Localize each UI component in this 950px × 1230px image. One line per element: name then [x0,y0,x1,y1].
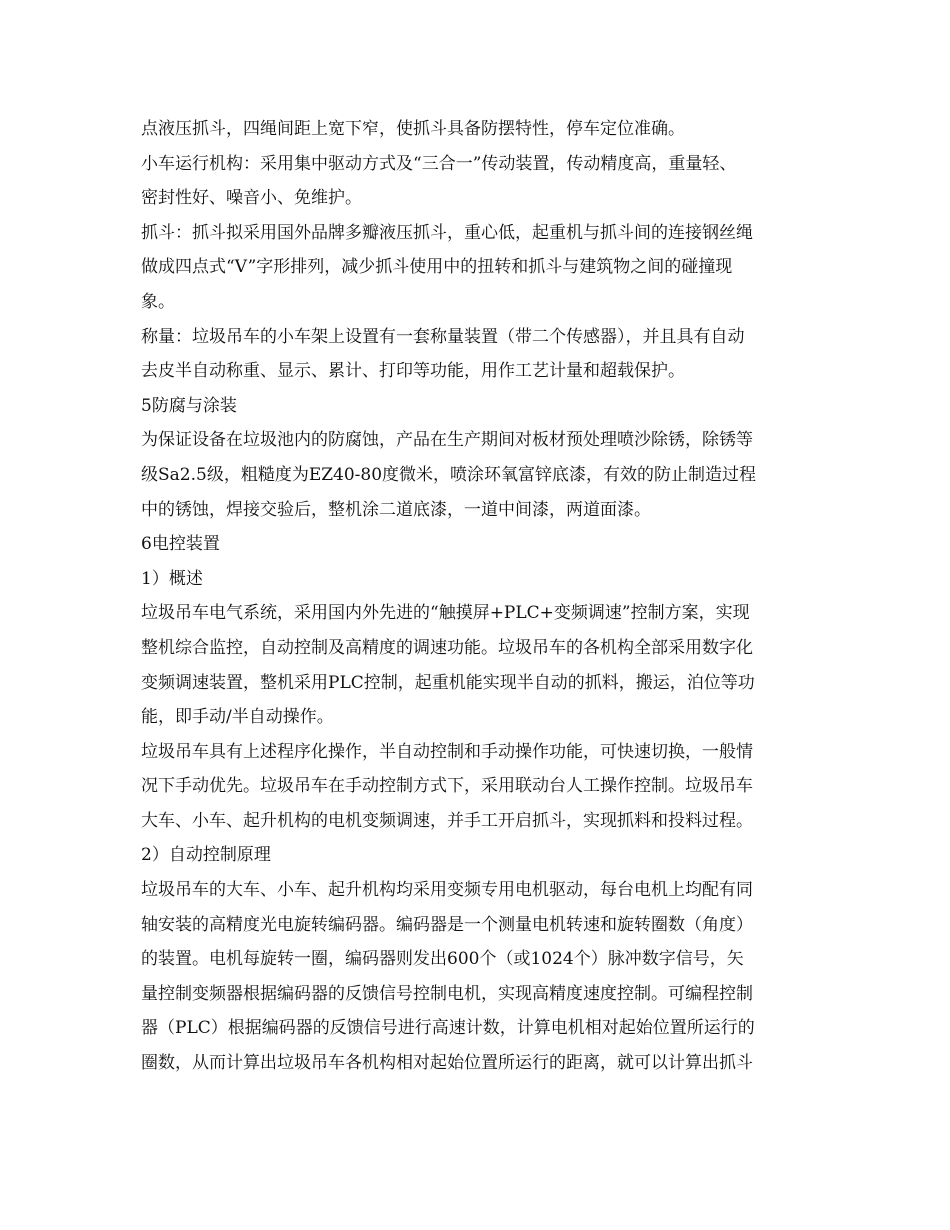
text-line-15: 垃圾吊车电气系统，采用国内外先进的“触摸屏+PLC+变频调速”控制方案，实现 [141,603,750,624]
text-line-5: 做成四点式“V”字形排列，减少抓斗使用中的扭转和抓斗与建筑物之间的碰撞现 [141,257,733,278]
subsection-heading-auto-control: 2）自动控制原理 [141,845,271,866]
text-line-24: 轴安装的高精度光电旋转编码器。编码器是一个测量电机转速和旋转圈数（角度） [141,914,753,935]
text-line-26: 量控制变频器根据编码器的反馈信号控制电机，实现高精度速度控制。可编程控制 [141,983,753,1004]
text-line-7: 称量：垃圾吊车的小车架上设置有一套称量装置（带二个传感器），并且具有自动 [141,326,745,347]
subsection-heading-overview: 1）概述 [141,568,203,589]
text-line-1: 点液压抓斗，四绳间距上宽下窄，使抓斗具备防摆特性，停车定位准确。 [141,119,685,139]
text-line-28: 圈数，从而计算出垃圾吊车各机构相对起始位置所运行的距离，就可以计算出抓斗 [141,1053,753,1074]
text-line-18: 能，即手动/半自动操作。 [141,707,334,728]
text-line-16: 整机综合监控，自动控制及高精度的调速功能。垃圾吊车的各机构全部采用数字化 [141,637,753,658]
text-line-21: 大车、小车、起升机构的电机变频调速，并手工开启抓斗，实现抓料和投料过程。 [141,810,753,831]
text-line-27: 器（PLC）根据编码器的反馈信号进行高速计数，计算电机相对起始位置所运行的 [141,1018,755,1039]
body-text [141,112,811,1081]
text-line-8: 去皮半自动称重、显示、累计、打印等功能，用作工艺计量和超载保护。 [141,361,685,382]
text-line-23: 垃圾吊车的大车、小车、起升机构均采用变频专用电机驱动，每台电机上均配有同 [141,880,753,901]
section-heading-corrosion: 5防腐与涂装 [141,395,237,416]
text-line-3: 密封性好、噪音小、免维护。 [141,188,362,209]
text-line-10: 为保证设备在垃圾池内的防腐蚀，产品在生产期间对板材预处理喷沙除锈，除锈等 [141,430,753,451]
text-line-12: 中的锈蚀，焊接交验后，整机涂二道底漆，一道中间漆，两道面漆。 [141,499,651,520]
text-line-19: 垃圾吊车具有上述程序化操作，半自动控制和手动操作功能，可快速切换，一般情 [141,741,753,762]
section-heading-electrical: 6电控装置 [141,534,220,555]
text-line-20: 况下手动优先。垃圾吊车在手动控制方式下，采用联动台人工操作控制。垃圾吊车 [141,776,753,797]
text-line-2: 小车运行机构：采用集中驱动方式及“三合一”传动装置，传动精度高，重量轻、 [141,153,737,174]
text-line-17: 变频调速装置，整机采用PLC控制，起重机能实现半自动的抓料，搬运，泊位等功 [141,672,755,693]
text-line-25: 的装置。电机每旋转一圈，编码器则发出600个（或1024个）脉冲数字信号，矢 [141,949,744,970]
text-line-11: 级Sa2.5级，粗糙度为EZ40-80度微米，喷涂环氧富锌底漆，有效的防止制造过程 [141,464,757,485]
text-line-6: 象。 [141,291,175,312]
text-line-4: 抓斗：抓斗拟采用国外品牌多瓣液压抓斗，重心低，起重机与抓斗间的连接钢丝绳 [141,222,753,243]
